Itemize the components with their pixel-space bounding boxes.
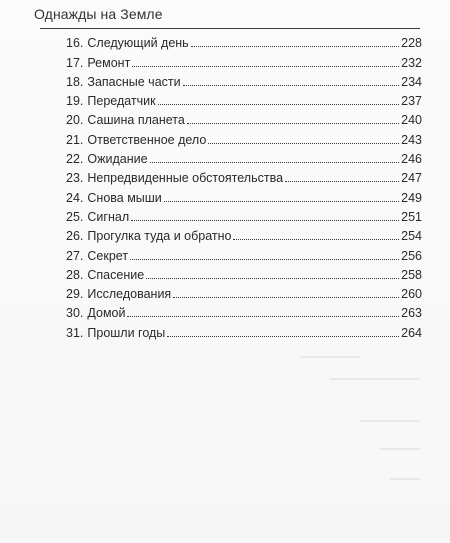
toc-dot-leader (191, 45, 399, 47)
toc-entry-number: 22. (66, 152, 84, 167)
toc-entry (66, 166, 422, 185)
toc-entry-number: 23. (66, 171, 84, 186)
toc-entry-title: Прошли годы (87, 325, 166, 340)
toc-entry-number: 24. (66, 190, 84, 205)
toc-entry-page: 249 (401, 190, 422, 205)
toc-dot-leader (167, 335, 399, 337)
toc-entry-number: 25. (66, 209, 84, 224)
toc-entry-title: Домой (87, 306, 126, 321)
header-rule (40, 28, 420, 29)
toc-dot-leader (208, 142, 399, 144)
toc-entry-title: Ответственное дело (87, 132, 207, 147)
toc-entry-page: 246 (401, 152, 422, 167)
toc-entry (66, 301, 422, 320)
toc-entry-number: 20. (66, 113, 84, 128)
toc-entry-page: 234 (401, 74, 422, 89)
running-header-title: Однажды на Земле (34, 6, 163, 22)
toc-entry (66, 263, 422, 282)
toc-entry (66, 50, 422, 69)
toc-entry-page: 247 (401, 171, 422, 186)
toc-entry (66, 224, 422, 243)
toc-entry-title: Снова мыши (87, 190, 162, 205)
toc-entry-number: 31. (66, 325, 84, 340)
toc-dot-leader (164, 200, 399, 202)
toc-entry-number: 18. (66, 74, 84, 89)
toc-entry-title: Сигнал (87, 209, 130, 224)
toc-entry-page: 251 (401, 209, 422, 224)
toc-entry (66, 147, 422, 166)
toc-dot-leader (173, 296, 399, 298)
toc-entry (66, 205, 422, 224)
toc-entry-title: Следующий день (87, 36, 189, 51)
toc-entry-number: 29. (66, 287, 84, 302)
toc-entry (66, 243, 422, 262)
toc-entry-title: Непредвиденные обстоятельства (87, 171, 284, 186)
toc-entry-title: Сашина планета (87, 113, 185, 128)
toc-entry-title: Исследования (87, 287, 172, 302)
toc-dot-leader (132, 65, 399, 67)
toc-entry-page: 237 (401, 94, 422, 109)
toc-entry-number: 16. (66, 36, 84, 51)
toc-entry-page: 260 (401, 287, 422, 302)
bleed-through-mark (380, 448, 420, 450)
toc-entry-number: 30. (66, 306, 84, 321)
toc-entry-page: 228 (401, 36, 422, 51)
toc-dot-leader (131, 219, 399, 221)
toc-entry-page: 263 (401, 306, 422, 321)
toc-dot-leader (146, 277, 399, 279)
toc-entry (66, 31, 422, 50)
toc-dot-leader (233, 238, 399, 240)
toc-entry-page: 232 (401, 55, 422, 70)
toc-dot-leader (130, 258, 399, 260)
bleed-through-mark (390, 478, 420, 480)
toc-entry-title: Передатчик (87, 94, 156, 109)
toc-entry (66, 127, 422, 146)
toc-entry (66, 282, 422, 301)
toc-entry-title: Прогулка туда и обратно (87, 229, 232, 244)
toc-dot-leader (127, 315, 399, 317)
table-of-contents (66, 31, 422, 340)
toc-dot-leader (285, 180, 399, 182)
toc-entry-page: 254 (401, 229, 422, 244)
bleed-through-mark (360, 420, 420, 422)
toc-entry-title: Запасные части (87, 74, 181, 89)
toc-dot-leader (183, 84, 400, 86)
toc-entry-page: 243 (401, 132, 422, 147)
toc-dot-leader (150, 161, 400, 163)
toc-entry-title: Секрет (87, 248, 129, 263)
toc-dot-leader (158, 103, 400, 105)
toc-entry-number: 17. (66, 55, 84, 70)
toc-entry (66, 108, 422, 127)
toc-entry-title: Ожидание (87, 152, 148, 167)
toc-entry-number: 27. (66, 248, 84, 263)
toc-entry-number: 19. (66, 94, 84, 109)
toc-entry-number: 28. (66, 267, 84, 282)
toc-entry (66, 89, 422, 108)
toc-dot-leader (187, 122, 399, 124)
toc-entry-page: 258 (401, 267, 422, 282)
toc-entry-page: 256 (401, 248, 422, 263)
toc-entry-number: 26. (66, 229, 84, 244)
toc-entry (66, 70, 422, 89)
toc-entry-number: 21. (66, 132, 84, 147)
bleed-through-mark (330, 378, 420, 380)
bleed-through-mark (300, 356, 360, 358)
toc-entry (66, 185, 422, 204)
toc-entry-title: Ремонт (87, 55, 131, 70)
toc-entry-page: 264 (401, 325, 422, 340)
toc-entry-title: Спасение (87, 267, 145, 282)
toc-entry-page: 240 (401, 113, 422, 128)
toc-entry (66, 320, 422, 339)
